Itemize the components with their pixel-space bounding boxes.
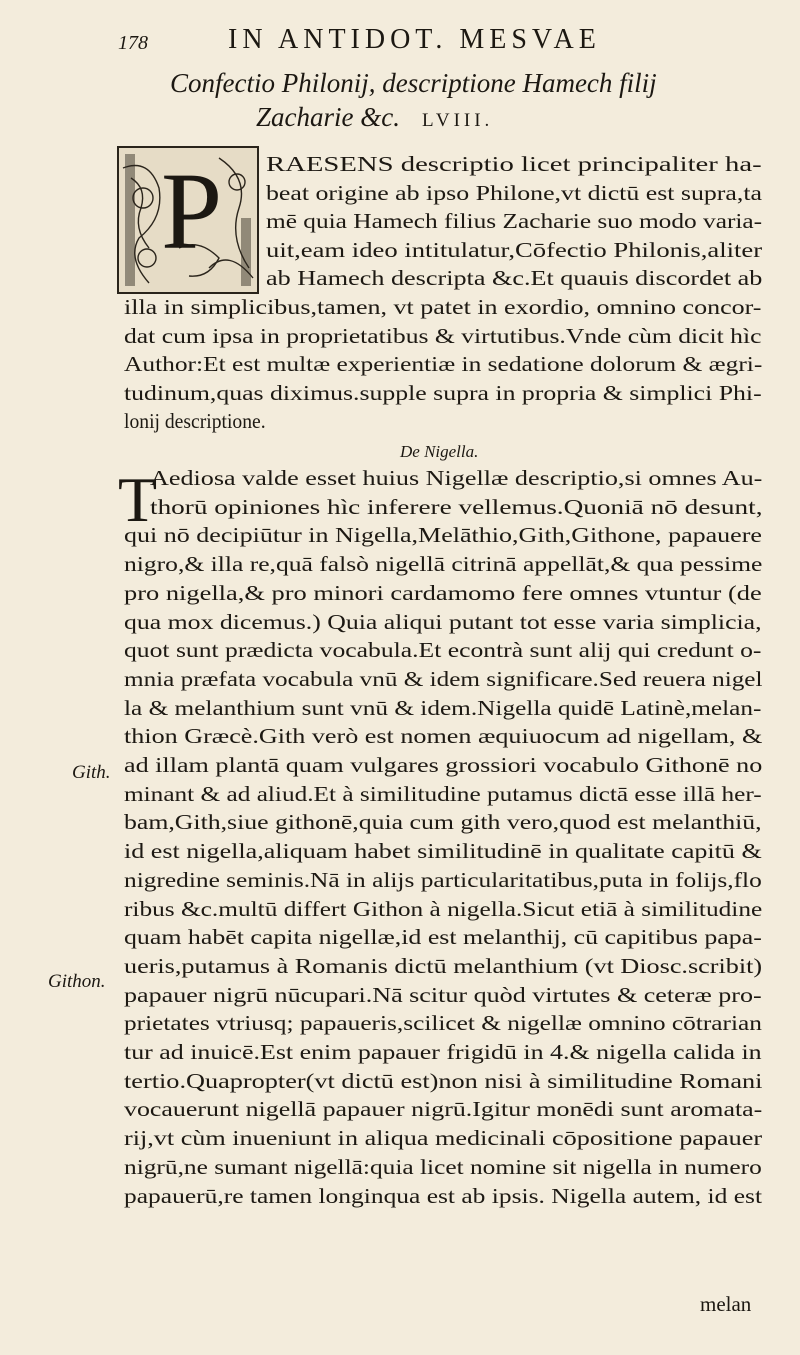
text-line: tur ad inuicē.Est enim papauer frigidū in 4.& nigella calida in	[124, 1040, 762, 1064]
text-line: bam,Gith,siue githonē,quia cum gith vero,quod est melanthiū,	[124, 810, 762, 835]
text-line: thorū opiniones hìc inferere vellemus.Quoniā nō desunt,	[150, 494, 763, 519]
ornament-illustration	[119, 148, 257, 292]
text-line: quot sunt prædicta vocabula.Et econtrà sunt alij qui credunt o-	[124, 638, 762, 663]
decorated-initial-p	[117, 146, 259, 294]
text-line: quam habēt capita nigellæ,id est melanthij, cū capitibus papa-	[124, 925, 762, 950]
text-line: thion Græcè.Gith verò est nomen æquiuocum ad nigellam, &	[124, 724, 763, 749]
text-line: tudinum,quas diximus.supple supra in propria & simplici Phi-	[124, 380, 762, 405]
text-line: la & melanthium sunt vnū & idem.Nigella quidē Latinè,melan-	[124, 695, 762, 720]
drop-cap-t: T	[118, 464, 158, 535]
text-line: nigredine seminis.Nā in alijs particularitatibus,puta in folijs,flo	[124, 867, 762, 892]
margin-note-gith: Gith.	[72, 762, 111, 783]
chapter-title-text: Zacharie &c.	[256, 102, 400, 132]
text-line: ab Hamech descripta &c.Et quauis discordet ab	[266, 266, 763, 291]
margin-note-githon: Githon.	[48, 971, 106, 992]
chapter-title-line-2	[256, 102, 493, 133]
text-line: lonij descriptione.	[124, 409, 266, 434]
text-line: rij,vt cùm inueniunt in aliqua medicinali cōpositione papauer	[124, 1126, 763, 1151]
text-line: id est nigella,aliquam habet similitudinē in qualitate capitū &	[124, 839, 762, 864]
text-line: ueris,putamus à Romanis dictū melanthium (vt Diosc.scribit)	[124, 953, 763, 978]
text-line: qua mox dicemus.) Quia aliqui putant tot esse varia simplicia,	[124, 609, 762, 634]
text-line: nigro,& illa re,quā falsò nigellā citrinā appellāt,& qua pessime	[124, 552, 763, 577]
text-line: ad illam plantā quam vulgares grossiori vocabulo Githonē no	[124, 753, 763, 777]
chapter-number: LVIII.	[421, 110, 494, 131]
text-line: papauer nigrū nūcupari.Nā scitur quòd virtutes & ceteræ pro-	[124, 982, 762, 1007]
text-line: minant & ad aliud.Et à similitudine putamus dictā esse illā her-	[124, 781, 762, 806]
text-line: RAESENS descriptio licet principaliter ha-	[266, 152, 762, 176]
text-line: Aediosa valde esset huius Nigellæ descriptio,si omnes Au-	[150, 466, 763, 490]
text-line: beat origine ab ipso Philone,vt dictū est supra,ta	[266, 180, 762, 205]
initial-letter-glyph: P	[161, 150, 223, 272]
text-line: Author:Et est multæ experientiæ in sedatione dolorum & ægri-	[124, 352, 763, 377]
section-heading: De Nigella.	[400, 442, 479, 461]
text-line: uit,eam ideo intitulatur,Cōfectio Philonis,aliter	[266, 237, 763, 262]
text-line: vocauerunt nigellā papauer nigrū.Igitur monēdi sunt aromata-	[124, 1097, 763, 1122]
text-line: pro nigella,& pro minori cardamomo fere omnes vtuntur (de	[124, 580, 762, 605]
page-number: 178	[118, 32, 148, 54]
text-line: dat cum ipsa in proprietatibus & virtutibus.Vnde cùm dicit hìc	[124, 323, 762, 348]
catchword: melan	[700, 1292, 752, 1316]
text-line: qui nō decipiūtur in Nigella,Melāthio,Gith,Githone, papauere	[124, 523, 762, 548]
page-header	[118, 22, 758, 62]
text-line: papauerū,re tamen longinqua est ab ipsis. Nigella autem, id est	[124, 1183, 763, 1208]
text-line: illa in simplicibus,tamen, vt patet in exordio, omnino concor-	[124, 295, 762, 319]
text-line: nigrū,ne sumant nigellā:quia licet nomine sit nigella in numero	[124, 1154, 762, 1179]
text-line: tertio.Quapropter(vt dictū est)non nisi à similitudine Romani	[124, 1068, 763, 1093]
running-title: IN ANTIDOT. MESVAE	[228, 24, 601, 55]
text-line: prietates vtriusq; papaueris,scilicet & nigellæ omnino cōtrarian	[124, 1011, 762, 1036]
text-line: mē quia Hamech filius Zacharie suo modo varia-	[266, 209, 763, 234]
text-line: mnia præfata vocabula vnū & idem significare.Sed reuera nigel	[124, 666, 763, 691]
chapter-title-line-1: Confectio Philonij, descriptione Hamech filij	[170, 68, 657, 98]
text-line: ribus &c.multū differt Githon à nigella.Sicut etiā à similitudine	[124, 896, 763, 921]
